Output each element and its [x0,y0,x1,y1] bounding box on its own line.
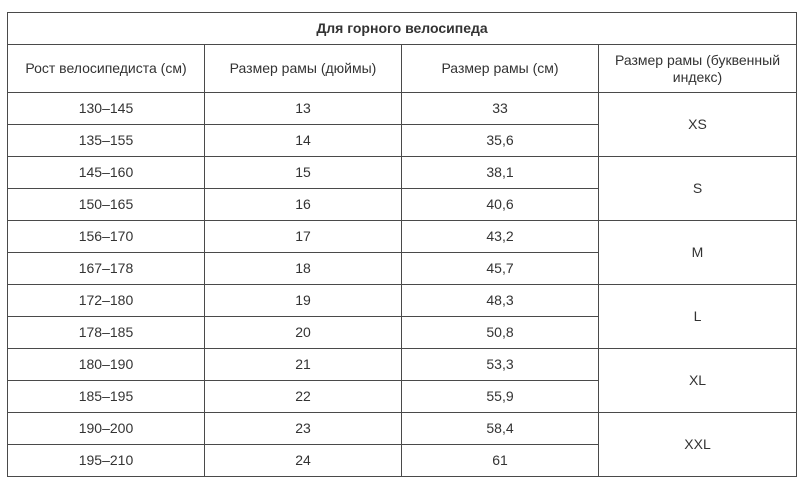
cell-frame-inches: 23 [205,413,402,445]
cell-frame-letter: L [599,285,797,349]
table-row [8,157,797,189]
table-row [8,221,797,253]
cell-frame-letter: XS [599,93,797,157]
cell-frame-letter: S [599,157,797,221]
cell-frame-cm: 61 [402,445,599,477]
cell-rider-height: 172–180 [8,285,205,317]
frame-size-table [7,12,797,477]
header-frame-letter: Размер рамы (буквенный индекс) [599,45,797,93]
cell-frame-cm: 35,6 [402,125,599,157]
cell-rider-height: 180–190 [8,349,205,381]
cell-frame-letter: M [599,221,797,285]
table-row [8,93,797,125]
cell-frame-inches: 24 [205,445,402,477]
header-rider-height: Рост велосипедиста (см) [8,45,205,93]
table-title-row [8,13,797,45]
cell-rider-height: 185–195 [8,381,205,413]
cell-rider-height: 167–178 [8,253,205,285]
cell-frame-inches: 15 [205,157,402,189]
header-frame-inches: Размер рамы (дюймы) [205,45,402,93]
cell-rider-height: 145–160 [8,157,205,189]
cell-frame-inches: 16 [205,189,402,221]
cell-rider-height: 150–165 [8,189,205,221]
table-row [8,413,797,445]
cell-rider-height: 156–170 [8,221,205,253]
cell-frame-inches: 20 [205,317,402,349]
cell-frame-cm: 45,7 [402,253,599,285]
header-frame-cm: Размер рамы (см) [402,45,599,93]
cell-frame-inches: 21 [205,349,402,381]
cell-frame-letter: XL [599,349,797,413]
table-row [8,349,797,381]
cell-frame-inches: 14 [205,125,402,157]
cell-rider-height: 135–155 [8,125,205,157]
cell-frame-cm: 48,3 [402,285,599,317]
cell-frame-cm: 40,6 [402,189,599,221]
cell-frame-cm: 33 [402,93,599,125]
cell-rider-height: 190–200 [8,413,205,445]
cell-frame-cm: 53,3 [402,349,599,381]
cell-frame-cm: 58,4 [402,413,599,445]
cell-frame-inches: 22 [205,381,402,413]
table-title: Для горного велосипеда [8,13,797,45]
cell-rider-height: 178–185 [8,317,205,349]
cell-frame-cm: 43,2 [402,221,599,253]
cell-frame-letter: XXL [599,413,797,477]
cell-frame-cm: 55,9 [402,381,599,413]
table-row [8,285,797,317]
cell-frame-inches: 19 [205,285,402,317]
cell-rider-height: 130–145 [8,93,205,125]
cell-frame-cm: 50,8 [402,317,599,349]
table-header-row [8,45,797,93]
cell-rider-height: 195–210 [8,445,205,477]
cell-frame-inches: 18 [205,253,402,285]
cell-frame-inches: 17 [205,221,402,253]
cell-frame-cm: 38,1 [402,157,599,189]
cell-frame-inches: 13 [205,93,402,125]
